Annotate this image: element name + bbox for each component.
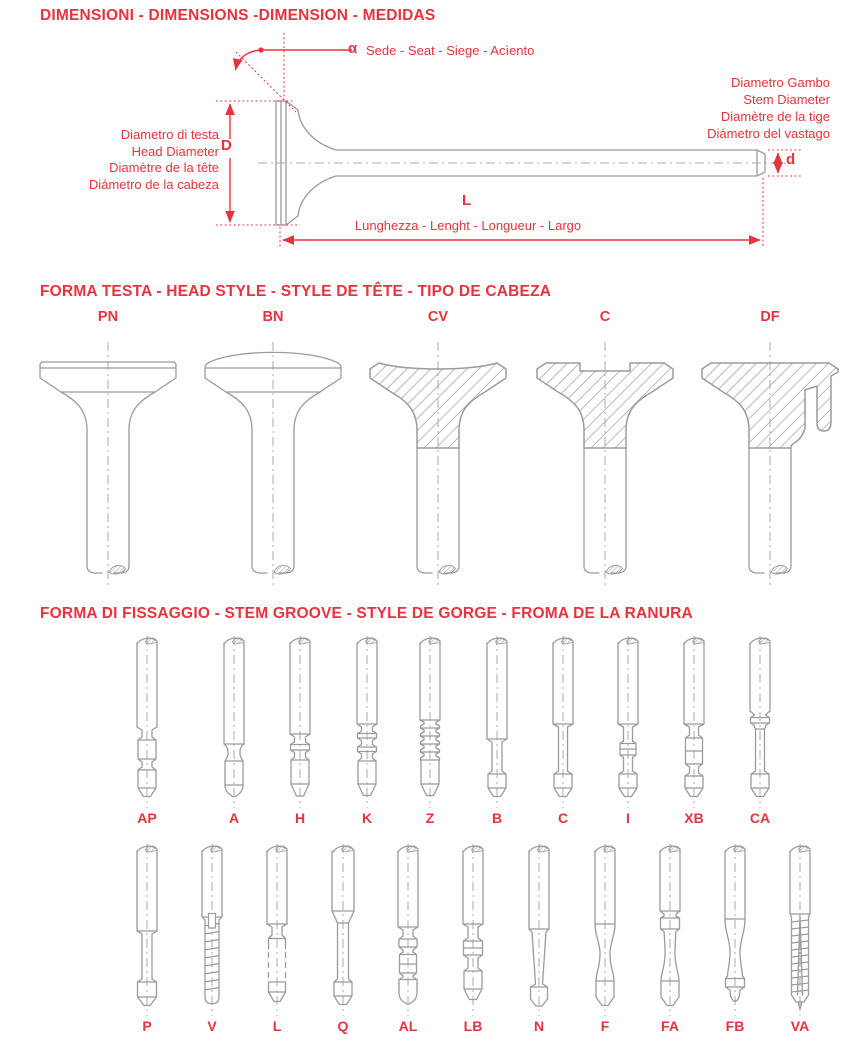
head-style-drawing-df	[687, 336, 853, 588]
stem-groove-drawing-fb	[705, 840, 765, 1020]
groove-label-l: L	[272, 1018, 282, 1034]
head-type-label-cv: CV	[427, 309, 449, 325]
groove-label-q: Q	[337, 1018, 349, 1034]
groove-label-n: N	[533, 1018, 545, 1034]
seat-label: Sede - Seat - Siege - Acìento	[366, 43, 535, 58]
stem-diameter-line-4: Diámetro del vastago	[707, 126, 830, 141]
groove-label-xb: XB	[684, 810, 704, 826]
stem-groove-drawing-l	[247, 840, 307, 1020]
stem-groove-drawing-lb	[443, 840, 503, 1020]
stem-groove-drawing-i	[598, 632, 658, 812]
groove-label-f: F	[600, 1018, 610, 1034]
head-diameter-line-1: Diametro di testa	[120, 127, 219, 142]
head-diameter-label	[89, 127, 219, 193]
head-style-drawing-pn	[25, 336, 191, 588]
stem-groove-drawing-v	[182, 840, 242, 1020]
stem-diameter-label	[707, 74, 830, 142]
dim-D-letter: D	[221, 137, 232, 154]
groove-label-a: A	[228, 810, 240, 826]
stem-groove-drawing-h	[270, 632, 330, 812]
groove-label-ca: CA	[749, 810, 771, 826]
seat-angle-arc	[236, 50, 262, 70]
dim-d-letter: d	[786, 151, 796, 168]
head-type-label-c: C	[599, 309, 611, 325]
groove-label-fa: FA	[661, 1018, 679, 1034]
section-title-dimensions: DIMENSIONI - DIMENSIONS -DIMENSION - MEDIDAS	[40, 7, 436, 24]
stem-groove-drawing-al	[378, 840, 438, 1020]
groove-label-k: K	[361, 810, 373, 826]
groove-label-z: Z	[425, 810, 435, 826]
stem-groove-drawing-f	[575, 840, 635, 1020]
valve-outline	[276, 101, 765, 225]
groove-label-v: V	[207, 1018, 217, 1034]
stem-groove-drawing-k	[337, 632, 397, 812]
stem-groove-drawing-ca	[730, 632, 790, 812]
alpha-symbol: α	[348, 40, 358, 57]
length-label: Lunghezza - Lenght - Longueur - Largo	[354, 218, 582, 233]
groove-label-h: H	[294, 810, 306, 826]
groove-label-b: B	[491, 810, 503, 826]
head-diameter-line-2: Head Diameter	[131, 143, 219, 159]
head-diameter-line-3: Diamètre de la tête	[109, 160, 219, 175]
stem-groove-drawing-q	[313, 840, 373, 1020]
groove-label-va: VA	[790, 1018, 810, 1034]
stem-diameter-line-1: Diametro Gambo	[731, 75, 830, 90]
stem-groove-drawing-xb	[664, 632, 724, 812]
stem-groove-drawing-va	[770, 840, 830, 1020]
stem-groove-drawing-z	[400, 632, 460, 812]
stem-groove-drawing-b	[467, 632, 527, 812]
stem-groove-drawing-p	[117, 840, 177, 1020]
groove-label-c: C	[557, 810, 569, 826]
head-style-drawing-bn	[190, 336, 356, 588]
stem-groove-drawing-c	[533, 632, 593, 812]
groove-label-i: I	[626, 810, 630, 826]
stem-diameter-line-3: Diamètre de la tige	[720, 109, 830, 124]
stem-groove-drawing-ap	[117, 632, 177, 812]
stem-groove-drawing-fa	[640, 840, 700, 1020]
head-diameter-line-4: Diámetro de la cabeza	[88, 176, 219, 192]
head-type-label-pn: PN	[97, 309, 119, 325]
head-type-label-df: DF	[760, 309, 780, 325]
stem-groove-drawing-n	[509, 840, 569, 1020]
head-style-drawing-cv	[355, 336, 521, 588]
head-type-label-bn: BN	[262, 309, 284, 325]
stem-groove-drawing-a	[204, 632, 264, 812]
stem-diameter-line-2: Stem Diameter	[743, 92, 830, 107]
groove-label-fb: FB	[725, 1018, 745, 1034]
groove-label-lb: LB	[463, 1018, 483, 1034]
section-title-stem-groove: FORMA DI FISSAGGIO - STEM GROOVE - STYLE DE GORGE - FROMA DE LA RANURA	[40, 605, 693, 622]
groove-label-ap: AP	[137, 810, 157, 826]
groove-label-al: AL	[398, 1018, 418, 1034]
head-style-drawing-c	[522, 336, 688, 588]
groove-label-p: P	[142, 1018, 152, 1034]
dim-L-letter: L	[462, 192, 472, 209]
section-title-head-style: FORMA TESTA - HEAD STYLE - STYLE DE TÊTE - TIPO DE CABEZA	[40, 283, 552, 300]
